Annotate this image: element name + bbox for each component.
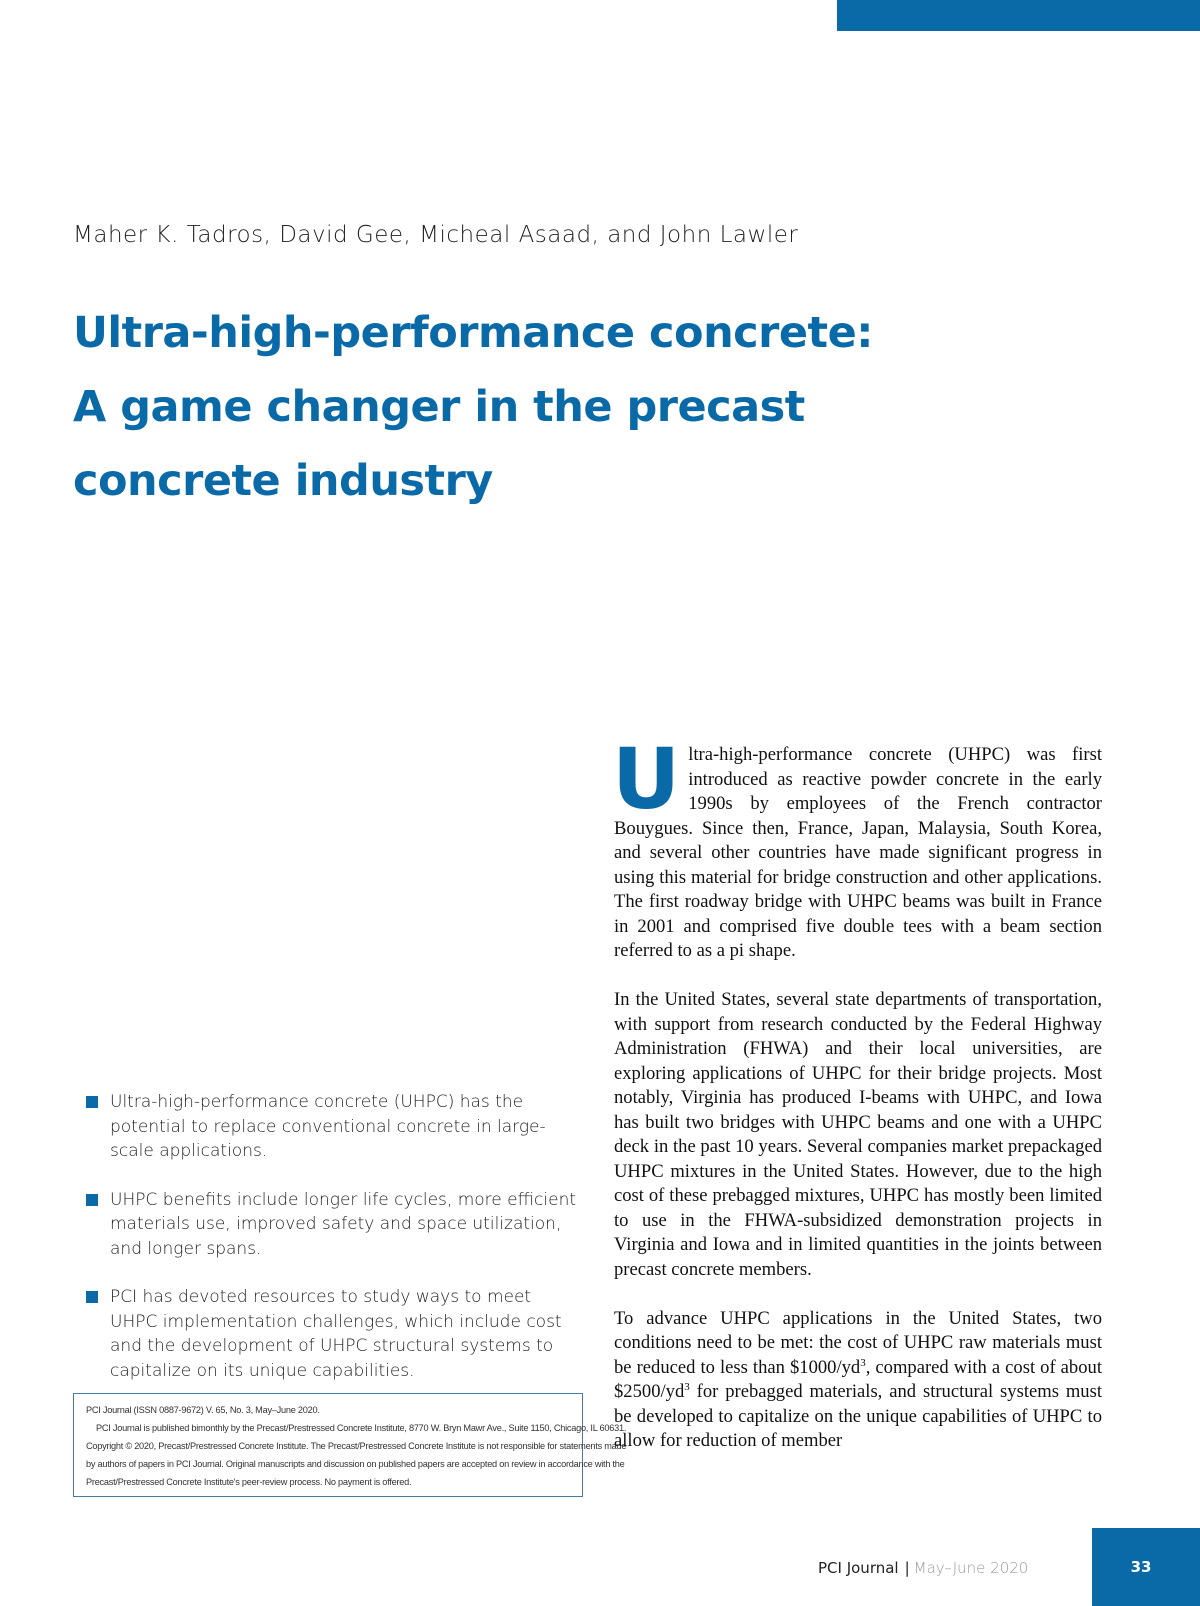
citation-line: PCI Journal is published bimonthly by the Precast/Prestressed Concrete Institute, 8770 W. Bryn Mawr Ave., Suite 1150, Chicago, IL 60631. [96, 1423, 627, 1433]
citation-line: Precast/Prestressed Concrete Institute's peer-review process. No payment is offered. [86, 1477, 412, 1487]
superscript: 3 [860, 1356, 866, 1369]
journal-name: PCI Journal [818, 1559, 899, 1577]
author-list: Maher K. Tadros, David Gee, Micheal Asaad, and John Lawler [73, 222, 799, 248]
title-line-3: concrete industry [73, 456, 493, 506]
highlight-text: Ultra-high-performance concrete (UHPC) has the potential to replace conventional concrete in large-scale applications. [110, 1092, 546, 1161]
highlights-list [86, 1090, 576, 1407]
page-number: 33 [1130, 1558, 1152, 1576]
running-footer [818, 1559, 1028, 1577]
highlight-item [86, 1285, 576, 1383]
citation-box [73, 1393, 627, 1497]
body-paragraph: In the United States, several state departments of transportation, with support from research conducted by the Federal Highway Administration (FHWA) and their local universities, are exploring applications of UHPC for their bridge projects. Most notably, Virginia has produced I-beams with UHPC, and Iowa has built two bridges with UHPC beams and one with a UHPC deck in the past 10 years. Several companies market prepackaged UHPC mixtures in the United States. However, due to the high cost of these prebagged mixtures, UHPC has mostly been limited to use in the FHWA-subsidized demonstration projects in Virginia and Iowa and in limited quantities in the joints between precast concrete members. [614, 989, 1102, 1280]
highlight-item [86, 1188, 576, 1262]
issue-date: May–June 2020 [913, 1559, 1029, 1577]
citation-line: by authors of papers in PCI Journal. Original manuscripts and discussion on published papers are accepted on review in accordance with the [86, 1459, 625, 1469]
paragraph-text: To advance UHPC applications in the United States, two conditions need to be met: the cost of UHPC raw materials must be reduced to less than $1000/yd [614, 1307, 1102, 1378]
footer-separator: | [904, 1559, 910, 1577]
paragraph-text: for prebagged materials, and structural systems must be developed to capitalize on the unique capabilities of UHPC to allow for reduction of member [614, 1381, 1102, 1451]
citation-line: PCI Journal (ISSN 0887-9672) V. 65, No. 3, May–June 2020. [86, 1405, 320, 1415]
highlight-item [86, 1090, 576, 1164]
drop-cap: U [612, 730, 681, 828]
page-number-box [1092, 1528, 1200, 1606]
body-paragraph [612, 730, 1102, 964]
article-title [73, 296, 973, 518]
body-paragraph [614, 1307, 1102, 1454]
citation-line: Copyright © 2020, Precast/Prestressed Concrete Institute. The Precast/Prestressed Concrete Institute is not responsible for statements made [86, 1441, 627, 1451]
highlight-text: UHPC benefits include longer life cycles, more efficient materials use, improved safety and space utilization, and longer spans. [110, 1189, 577, 1259]
square-bullet-icon [86, 1194, 98, 1206]
square-bullet-icon [86, 1291, 98, 1303]
title-line-2: A game changer in the precast [73, 382, 805, 432]
square-bullet-icon [86, 1096, 98, 1108]
superscript: 3 [684, 1380, 690, 1393]
paragraph-text: , compared with a cost of about $2500/yd [614, 1356, 1102, 1402]
title-line-1: Ultra-high-performance concrete: [73, 308, 873, 358]
top-accent-bar [837, 0, 1200, 31]
highlight-text: PCI has devoted resources to study ways to meet UHPC implementation challenges, which include cost and the development of UHPC structural systems to capitalize on its unique capabilities. [110, 1287, 562, 1381]
paragraph-text: ltra-high-performance concrete (UHPC) was first introduced as reactive powder concrete in the early 1990s by employees of the French contractor Bouygues. Since then, France, Japan, Malaysia, South Korea, and several other countries have made significant progress in using this material for bridge construction and other applications. The first roadway bridge with UHPC beams was built in France in 2001 and comprised five double tees with a beam section referred to as a pi shape. [614, 744, 1102, 961]
article-body [612, 730, 1102, 1478]
